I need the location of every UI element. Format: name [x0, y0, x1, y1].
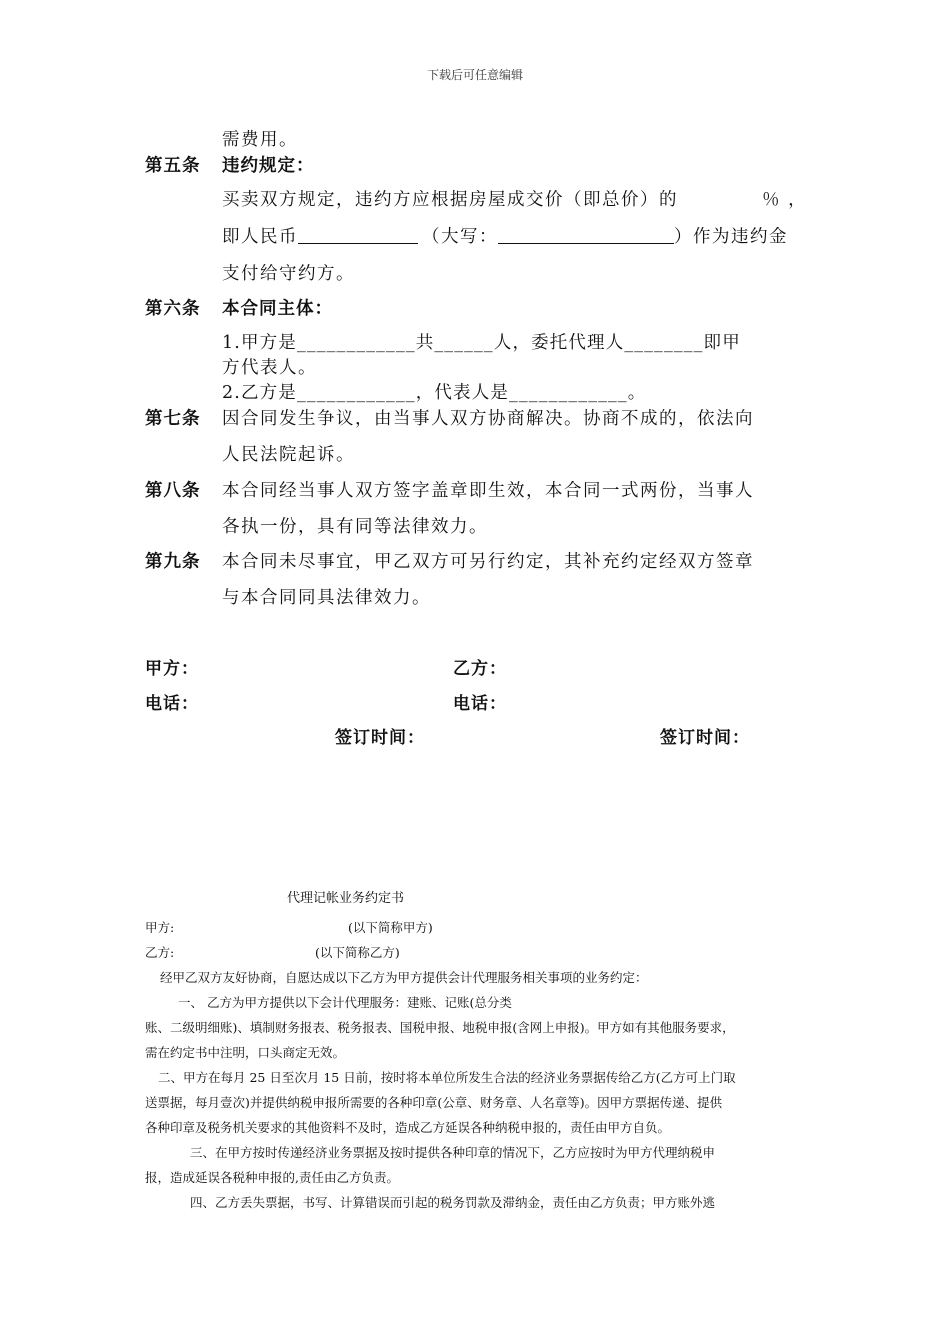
agreement-party-b: 乙方:	[145, 945, 175, 960]
article-6-heading: 本合同主体：	[222, 299, 333, 319]
uppercase-amount-blank[interactable]	[498, 225, 674, 244]
article-7-line-2: 人民法院起诉。	[222, 445, 355, 465]
agreement-party-b-note: (以下简称乙方)	[315, 945, 400, 960]
article-9-line-1: 本合同未尽事宜，甲乙双方可另行约定，其补充约定经双方签章	[222, 552, 754, 572]
party-a-phone-label: 电话：	[145, 694, 199, 714]
article-8-line-2: 各执一份，具有同等法律效力。	[222, 517, 488, 537]
page-header: 下载后可任意编辑	[426, 68, 523, 82]
article-6-line-2: 方代表人。	[222, 358, 317, 378]
party-b-phone-label: 电话：	[453, 694, 507, 714]
agreement-intro: 经甲乙双方友好协商，自愿达成以下乙方为甲方提供会计代理服务相关事项的业务约定：	[160, 970, 648, 985]
article-5-line-1b: ％ ，	[762, 190, 808, 210]
article-6-title: 第六条	[145, 299, 201, 319]
clause-3-line-2: 报，造成延误各税种申报的,责任由乙方负责。	[145, 1170, 399, 1185]
article-6-line-1: 1.甲方是____________共______人，委托代理人________即甲	[222, 333, 741, 353]
continuation-line: 需费用。	[222, 130, 298, 150]
article-7-line-1: 因合同发生争议，由当事人双方协商解决。协商不成的，依法向	[222, 409, 754, 429]
clause-1-line-1: 一、 乙方为甲方提供以下会计代理服务：建账、记账(总分类	[178, 995, 512, 1010]
party-b-sign-label: 乙方：	[453, 659, 507, 679]
clause-2-line-3: 各种印章及税务机关要求的其他资料不及时，造成乙方延误各种纳税申报的，责任由甲方自负。	[145, 1120, 671, 1135]
party-b-date-label: 签订时间：	[660, 728, 750, 748]
clause-2-line-1: 二、甲方在每月 25 日至次月 15 日前，按时将本单位所发生合法的经济业务票据传给乙方(乙方可上门取	[158, 1070, 736, 1085]
article-9-title: 第九条	[145, 552, 201, 572]
clause-4-line-1: 四、乙方丢失票据，书写、计算错误而引起的税务罚款及滞纳金，责任由乙方负责；甲方账外逃	[190, 1195, 716, 1210]
party-a-date-label: 签订时间：	[335, 728, 425, 748]
amount-blank[interactable]	[298, 225, 418, 244]
article-7-title: 第七条	[145, 409, 201, 429]
party-a-sign-label: 甲方：	[145, 659, 199, 679]
penalty-text: ）作为违约金	[674, 227, 788, 247]
article-8-line-1: 本合同经当事人双方签字盖章即生效，本合同一式两份，当事人	[222, 481, 754, 501]
article-5-line-2	[222, 223, 788, 248]
clause-1-line-2: 账、二级明细账)、填制财务报表、税务报表、国税申报、地税申报(含网上申报)。甲方如有其他服务要求，	[145, 1020, 735, 1035]
article-6-line-3: 2.乙方是____________，代表人是____________。	[222, 383, 647, 403]
article-5-title: 第五条	[145, 156, 201, 176]
article-8-title: 第八条	[145, 481, 201, 501]
agreement-title: 代理记帐业务约定书	[287, 891, 405, 906]
uppercase-label: （大写：	[422, 227, 498, 247]
article-5-line-3: 支付给守约方。	[222, 264, 355, 284]
clause-2-line-2: 送票据，每月壹次)并提供纳税申报所需要的各种印章(公章、财务章、人名章等)。因甲方票据传递、提供	[145, 1095, 723, 1110]
agreement-party-a: 甲方:	[145, 920, 175, 935]
agreement-party-a-note: (以下简称甲方)	[348, 920, 433, 935]
article-5-heading: 违约规定：	[222, 156, 315, 176]
article-5-line-1a: 买卖双方规定，违约方应根据房屋成交价（即总价）的	[222, 190, 678, 210]
clause-1-line-3: 需在约定书中注明，口头商定无效。	[145, 1045, 346, 1060]
article-9-line-2: 与本合同同具法律效力。	[222, 588, 431, 608]
clause-3-line-1: 三、在甲方按时传递经济业务票据及按时提供各种印章的情况下，乙方应按时为甲方代理纳税申	[190, 1145, 716, 1160]
rmb-label: 即人民币	[222, 227, 298, 247]
